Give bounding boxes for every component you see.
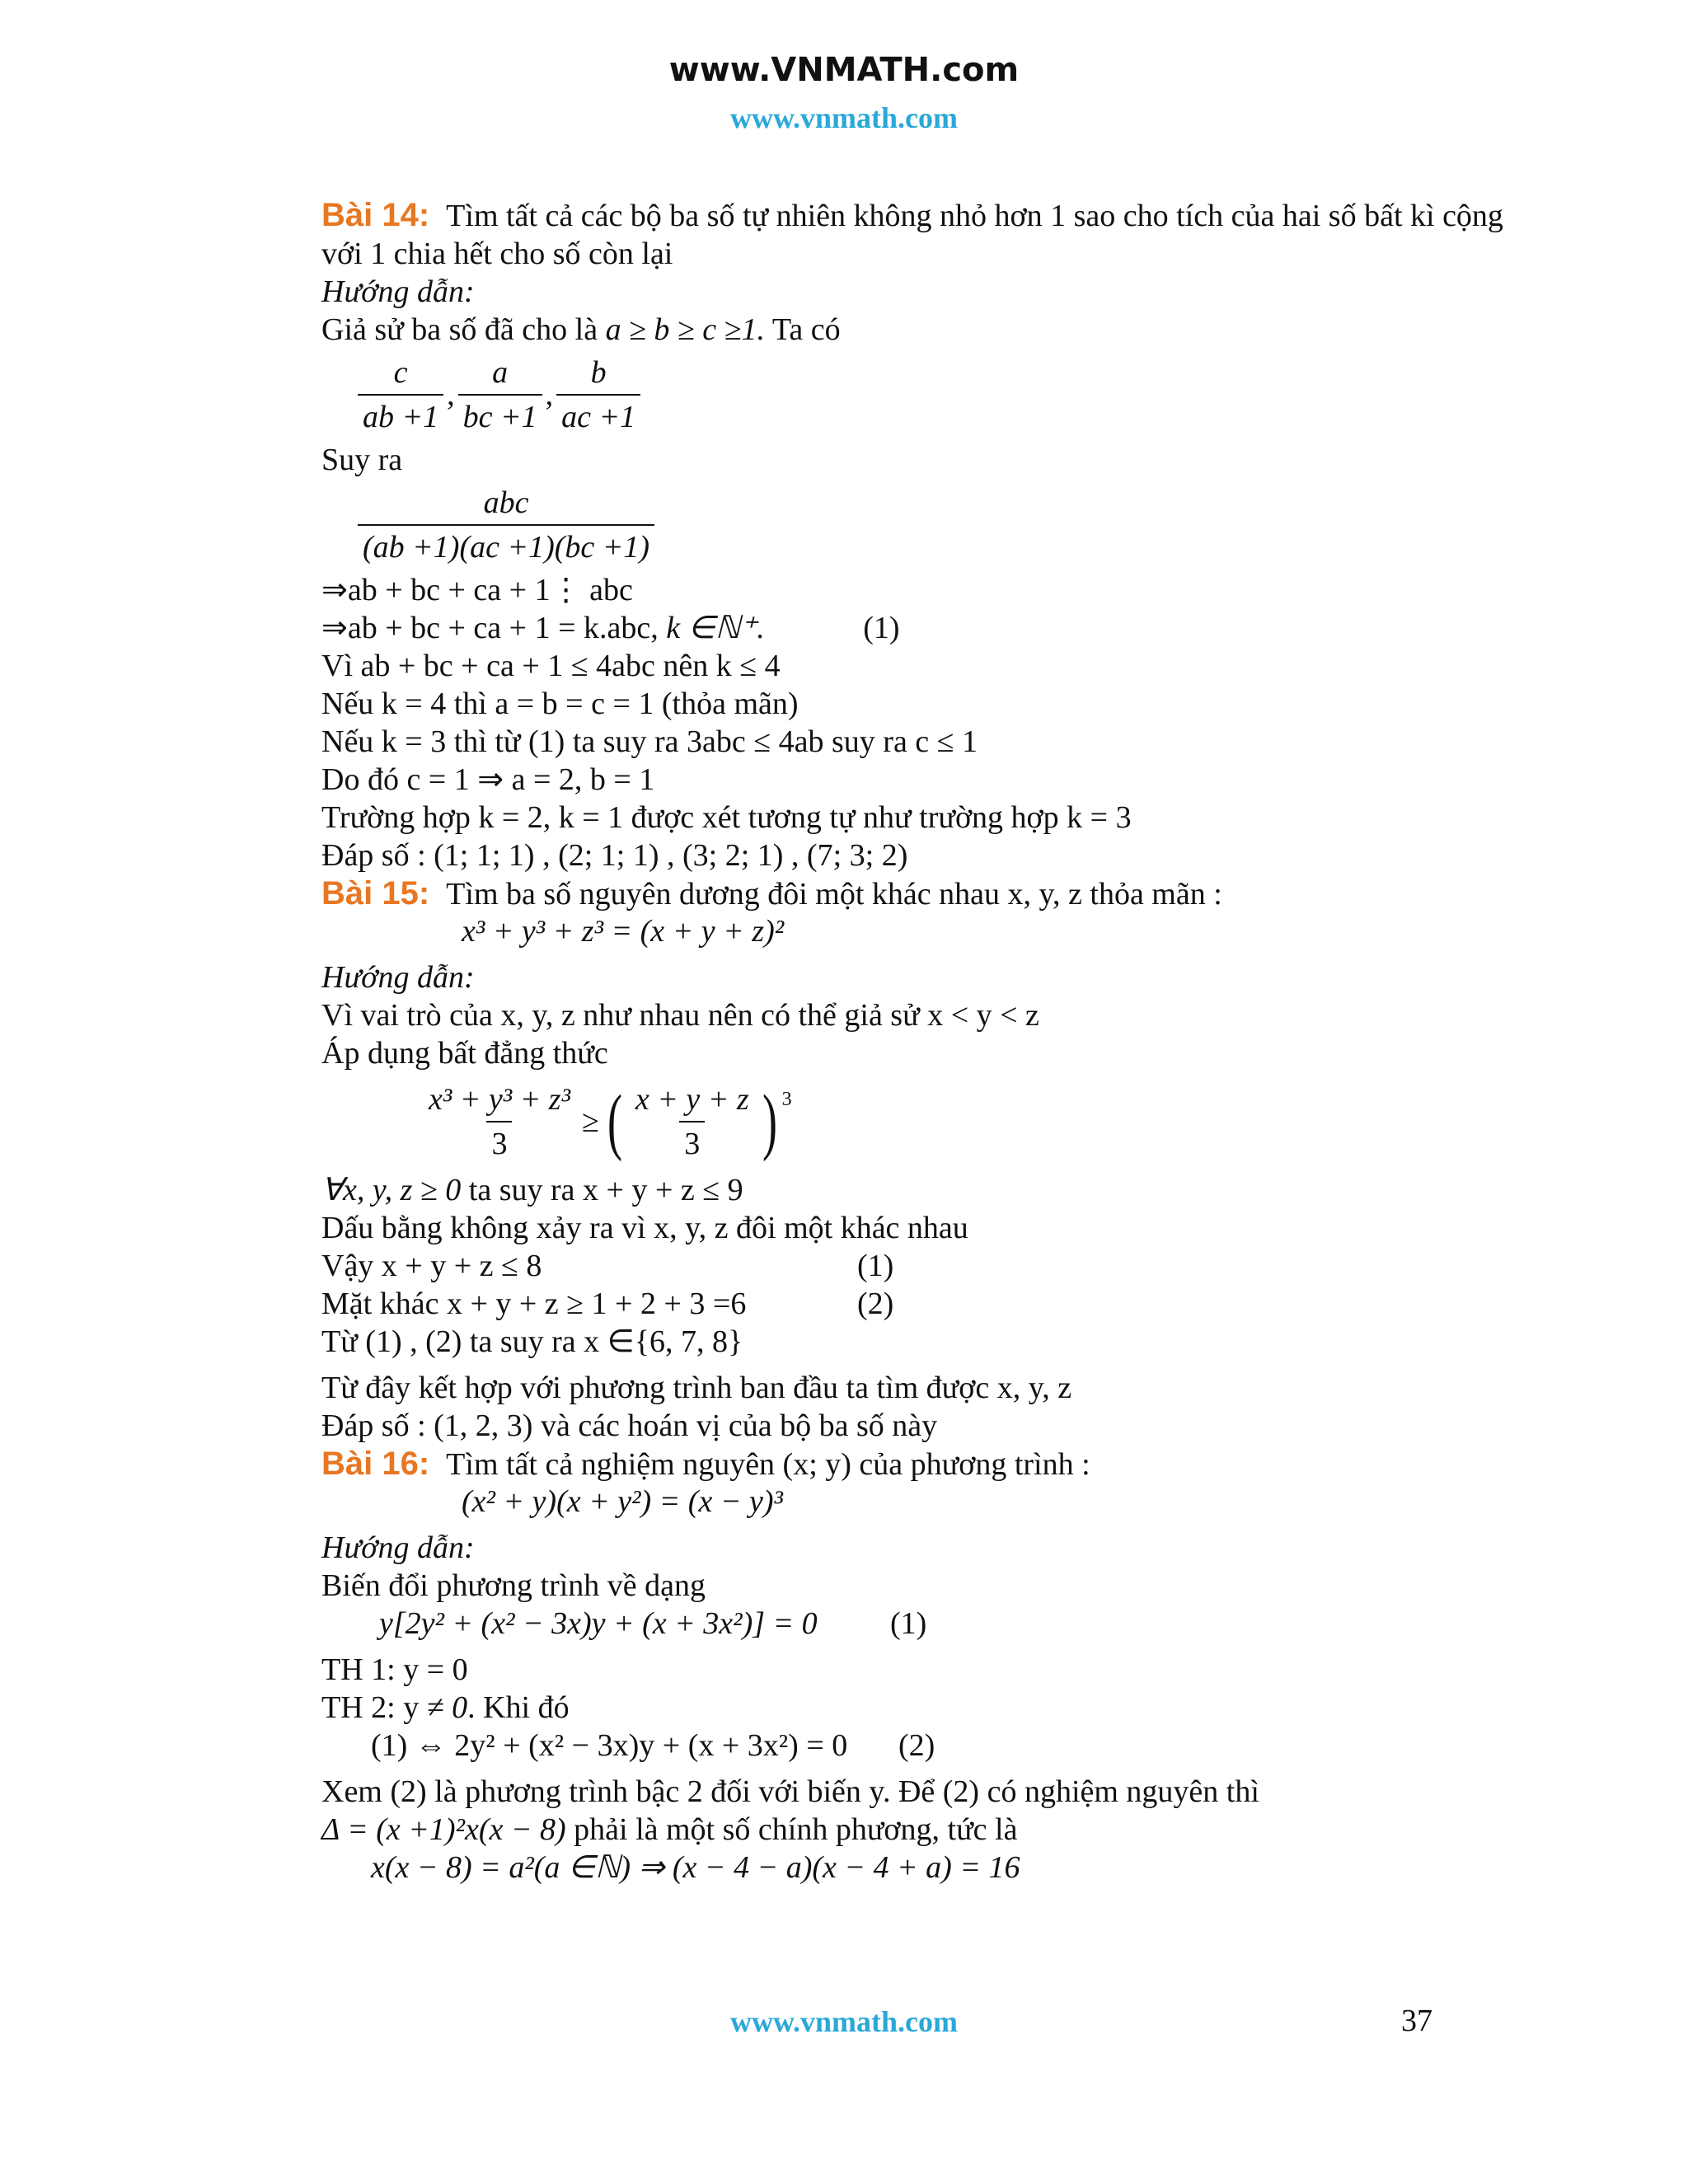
frac-num: x + y + z <box>635 1082 749 1117</box>
bai15-line3-math: ∀x, y, z ≥ 0 <box>321 1173 462 1207</box>
bai15-line5 <box>321 1247 1508 1285</box>
bai14-line1-text: Giả sử ba số đã cho là <box>321 312 598 347</box>
bai16-line6: x(x − 8) = a²(a ∈ℕ) ⇒ (x − 4 − a)(x − 4 + a) = 16 <box>371 1850 1020 1885</box>
bai14-line4-b: k ∈ℕ⁺. <box>666 611 765 645</box>
bai16-line5 <box>321 1811 1508 1849</box>
bai14-problem <box>321 196 1508 273</box>
bai16-equation2-math: (1) ⇔ 2y² + (x² − 3x)y + (x + 3x²) = 0 <box>371 1728 848 1763</box>
bai14-line1-tail: Ta có <box>771 312 841 347</box>
bai15-line5-tag: (1) <box>857 1249 894 1283</box>
bai14-line4-a: ⇒ab + bc + ca + 1 = k.abc, <box>321 611 659 645</box>
frac-den: ab +1 <box>358 394 443 435</box>
bai14-label: Bài 14: <box>321 197 430 233</box>
bai16-problem <box>321 1445 1508 1483</box>
bai15-line9: Đáp số : (1, 2, 3) và các hoán vị của bộ ba số này <box>321 1408 938 1443</box>
bai14-line5: Vì ab + bc + ca + 1 ≤ 4abc nên k ≤ 4 <box>321 649 781 683</box>
bai16-line5-math: Δ = (x +1)²x(x − 8) <box>321 1812 566 1847</box>
frac-num: b <box>590 355 607 390</box>
bai14-line4-tag: (1) <box>863 611 900 645</box>
bai14-fraction-3 <box>556 354 640 435</box>
bai16-equation2-tag: (2) <box>898 1728 935 1763</box>
frac-num: x³ + y³ + z³ <box>429 1082 570 1117</box>
bai14-line8: Do đó c = 1 ⇒ a = 2, b = 1 <box>321 762 655 797</box>
bai14-fraction-abc <box>358 485 654 565</box>
bai14-fraction-2 <box>458 354 542 435</box>
bai15-line2: Áp dụng bất đẳng thức <box>321 1036 608 1071</box>
frac-den: bc +1 <box>458 394 542 435</box>
header-site-bold: www.VNMATH.com <box>668 51 1020 89</box>
bai16-line2: TH 1: y = 0 <box>321 1652 468 1687</box>
bai15-problem <box>321 874 1508 912</box>
bai14-line3: ⇒ab + bc + ca + 1⋮ abc <box>321 573 633 607</box>
page-number: 37 <box>1401 2004 1432 2038</box>
bai15-line6-text: Mặt khác x + y + z ≥ 1 + 2 + 3 =6 <box>321 1286 747 1321</box>
bai14-line2: Suy ra <box>321 443 403 477</box>
frac-den: (ab +1)(ac +1)(bc +1) <box>358 524 654 565</box>
bai16-line3-c: . Khi đó <box>467 1690 570 1725</box>
bai15-problem-text: Tìm ba số nguyên dương đôi một khác nhau x, y, z thỏa mãn : <box>446 877 1222 912</box>
bai15-inequality <box>321 1072 1508 1171</box>
bai14-line7: Nếu k = 3 thì từ (1) ta suy ra 3abc ≤ 4ab suy ra c ≤ 1 <box>321 724 978 759</box>
bai16-line4: Xem (2) là phương trình bậc 2 đối với biến y. Để (2) có nghiệm nguyên thì <box>321 1774 1259 1809</box>
header-site: www.vnmath.com <box>730 101 958 134</box>
bai15-line1: Vì vai trò của x, y, z như nhau nên có thể giả sử x < y < z <box>321 998 1039 1033</box>
bai16-equation1-tag: (1) <box>890 1606 927 1641</box>
bai15-equation: x³ + y³ + z³ = (x + y + z)² <box>462 914 785 949</box>
bai15-label: Bài 15: <box>321 875 430 912</box>
bai15-line7-text: Từ (1) , (2) ta suy ra x <box>321 1324 600 1359</box>
bai14-big-fraction <box>321 479 1508 571</box>
footer-site: www.vnmath.com <box>730 2005 958 2038</box>
frac-den: ac +1 <box>556 394 640 435</box>
bai16-problem-text: Tìm tất cả nghiệm nguyên (x; y) của phương trình : <box>446 1447 1090 1482</box>
bai14-line6: Nếu k = 4 thì a = b = c = 1 (thỏa mãn) <box>321 687 799 721</box>
frac-num: a <box>492 355 509 390</box>
bai16-equation1-math: y[2y² + (x² − 3x)y + (x + 3x²)] = 0 <box>379 1606 818 1641</box>
bai15-guide: Hướng dẫn: <box>321 960 475 995</box>
bai14-guide: Hướng dẫn: <box>321 274 475 309</box>
bai15-line6-tag: (2) <box>857 1286 894 1321</box>
bai14-line10: Đáp số : (1; 1; 1) , (2; 1; 1) , (3; 2; 1) , (7; 3; 2) <box>321 838 908 873</box>
bai15-ineq-left <box>424 1081 575 1162</box>
bai15-line5-text: Vậy x + y + z ≤ 8 <box>321 1249 542 1283</box>
right-paren: ) <box>762 1080 777 1162</box>
bai14-fraction-1 <box>358 354 443 435</box>
bai16-equation: (x² + y)(x + y²) = (x − y)³ <box>462 1484 783 1519</box>
bai16-line1: Biến đổi phương trình về dạng <box>321 1568 706 1603</box>
bai14-line1-math: a ≥ b ≥ c ≥1. <box>605 312 765 347</box>
frac-num: c <box>393 355 408 390</box>
bai15-ineq-geq: ≥ <box>581 1104 599 1139</box>
bai14-problem-text: Tìm tất cả các bộ ba số tự nhiên không nhỏ hơn 1 sao cho tích của hai số bất kì cộng với 1 chia hết cho số còn lại <box>321 199 1503 271</box>
frac-den: 3 <box>486 1121 512 1162</box>
left-paren: ( <box>607 1080 622 1162</box>
bai14-line4 <box>321 609 1508 647</box>
bai15-line3 <box>321 1171 1508 1209</box>
bai15-line3-text: ta suy ra x + y + z ≤ 9 <box>468 1173 743 1207</box>
bai14-line1 <box>321 311 1508 349</box>
bai16-equation2 <box>321 1727 1508 1773</box>
bai15-line8: Từ đây kết hợp với phương trình ban đầu ta tìm được x, y, z <box>321 1371 1072 1405</box>
bai16-guide: Hướng dẫn: <box>321 1530 475 1565</box>
bai16-line3-a: TH 2: y <box>321 1690 420 1725</box>
frac-num: abc <box>483 485 529 520</box>
bai14-line9: Trường hợp k = 2, k = 1 được xét tương tự như trường hợp k = 3 <box>321 800 1132 835</box>
bai16-line5-text: phải là một số chính phương, tức là <box>574 1812 1018 1847</box>
frac-den: 3 <box>679 1121 705 1162</box>
bai15-ineq-power: 3 <box>781 1089 792 1110</box>
bai15-line4: Dấu bằng không xảy ra vì x, y, z đôi một khác nhau <box>321 1211 968 1245</box>
bai16-line3-b: ≠ 0 <box>426 1690 468 1725</box>
bai15-line7 <box>321 1323 1508 1369</box>
bai16-equation1 <box>321 1605 1508 1651</box>
bai16-line3 <box>321 1689 1508 1727</box>
bai16-label: Bài 16: <box>321 1446 430 1482</box>
bai15-line7-set: ∈{6, 7, 8} <box>607 1324 743 1359</box>
bai15-line6 <box>321 1285 1508 1323</box>
bai14-fractions: $\frac{c}{ab +1}$ , $\frac{a}{bc +1}$ , $\frac{b}{ac +1}$ <box>321 349 1508 441</box>
bai15-ineq-right <box>631 1081 754 1162</box>
page-content <box>321 196 1508 1895</box>
